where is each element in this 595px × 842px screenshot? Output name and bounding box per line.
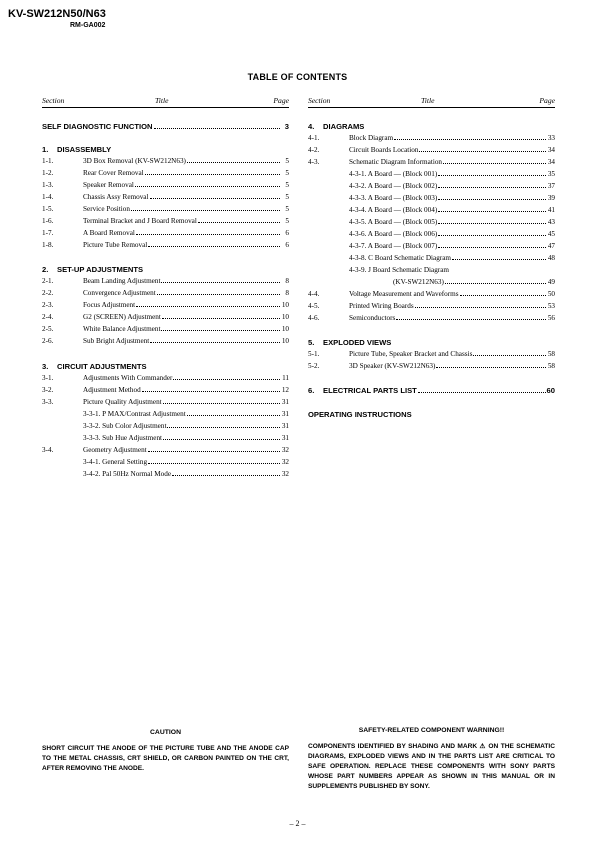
item-number: 1-7. xyxy=(42,229,54,237)
item-title: Picture Tube, Speaker Bracket and Chassis xyxy=(349,350,473,358)
caution-text: SHORT CIRCUIT THE ANODE OF THE PICTURE TUBE AND THE ANODE CAP TO THE METAL CHASSIS, CRT SHIELD, OR CARBON PAINTED ON THE CRT, AFTER REMOVING THE ANODE. xyxy=(42,745,289,772)
leader-dots xyxy=(418,392,546,393)
page-ref: 47 xyxy=(547,242,555,250)
page-ref: 60 xyxy=(546,386,555,395)
item-title: Rear Cover Removal xyxy=(83,169,144,177)
item-number: 4-3. xyxy=(308,158,320,166)
toc-entry xyxy=(308,230,555,240)
leader-dots xyxy=(148,451,280,452)
toc-entry xyxy=(42,470,289,480)
leader-dots xyxy=(438,235,546,236)
model-number: KV-SW212N50/N63 xyxy=(8,8,106,20)
section-number: 1. xyxy=(42,145,49,154)
toc-entry xyxy=(308,410,555,420)
item-title: Adjustments With Commander xyxy=(83,374,173,382)
toc-entry xyxy=(42,325,289,335)
item-title: Picture Quality Adjustment xyxy=(83,398,162,406)
page-ref: 31 xyxy=(281,434,289,442)
leader-dots xyxy=(438,247,546,248)
leader-dots xyxy=(443,163,546,164)
item-number: 5-1. xyxy=(308,350,320,358)
leader-dots xyxy=(415,307,546,308)
toc-entry xyxy=(42,265,289,275)
item-title: 4-3-4. A Board — (Block 004) xyxy=(349,206,438,214)
leader-dots xyxy=(452,259,546,260)
caution-notice xyxy=(42,729,289,774)
item-number: 3-3. xyxy=(42,398,54,406)
page-ref: 50 xyxy=(547,290,555,298)
page-ref: 35 xyxy=(547,170,555,178)
page-ref: 3 xyxy=(284,122,289,131)
item-title: Voltage Measurement and Waveforms xyxy=(349,290,459,298)
toc-entry xyxy=(42,410,289,420)
leader-dots xyxy=(150,198,281,199)
toc-entry xyxy=(308,278,555,288)
item-number: 1-8. xyxy=(42,241,54,249)
toc-entry xyxy=(42,313,289,323)
toc-entry xyxy=(42,434,289,444)
toc-entry xyxy=(308,386,555,396)
page-ref: 5 xyxy=(285,169,289,177)
page-ref: 10 xyxy=(281,337,289,345)
item-number: 4-1. xyxy=(308,134,320,142)
toc-entry xyxy=(308,158,555,168)
toc-entry xyxy=(42,458,289,468)
page-ref: 41 xyxy=(547,206,555,214)
item-title: Circuit Boards Location xyxy=(349,146,419,154)
page-ref: 45 xyxy=(547,230,555,238)
toc-entry xyxy=(308,170,555,180)
column-header xyxy=(42,96,289,108)
item-number: 1-6. xyxy=(42,217,54,225)
leader-dots xyxy=(172,475,280,476)
safety-heading: SAFETY-RELATED COMPONENT WARNING!! xyxy=(358,727,505,734)
item-number: 4-4. xyxy=(308,290,320,298)
page-ref: 5 xyxy=(285,193,289,201)
item-number: 3-1. xyxy=(42,374,54,382)
toc-entry xyxy=(42,157,289,167)
page-ref: 31 xyxy=(281,410,289,418)
toc-entry xyxy=(42,422,289,432)
item-title: 4-3-3. A Board — (Block 003) xyxy=(349,194,438,202)
leader-dots xyxy=(148,463,280,464)
leader-dots xyxy=(167,427,280,428)
leader-dots xyxy=(445,283,546,284)
toc-entry xyxy=(308,242,555,252)
leader-dots xyxy=(438,199,546,200)
toc-entry xyxy=(42,122,289,132)
leader-dots xyxy=(460,295,546,296)
remote-model: RM-GA002 xyxy=(70,22,106,29)
toc-entry xyxy=(308,290,555,300)
leader-dots xyxy=(154,128,280,129)
leader-dots xyxy=(145,174,280,175)
leader-dots xyxy=(157,294,280,295)
page-ref: 53 xyxy=(547,302,555,310)
item-title: White Balance Adjustment xyxy=(83,325,161,333)
page-ref: 5 xyxy=(285,217,289,225)
leader-dots xyxy=(161,282,280,283)
leader-dots xyxy=(438,211,546,212)
leader-dots xyxy=(198,222,280,223)
page-ref: 48 xyxy=(547,254,555,262)
page-ref: 10 xyxy=(281,313,289,321)
item-title: 4-3-1. A Board — (Block 001) xyxy=(349,170,438,178)
page-ref: 8 xyxy=(285,277,289,285)
page-ref: 10 xyxy=(281,325,289,333)
toc-entry xyxy=(308,350,555,360)
item-title: Picture Tube Removal xyxy=(83,241,148,249)
item-title: 3D Speaker (KV-SW212N63) xyxy=(349,362,436,370)
item-number: 2-3. xyxy=(42,301,54,309)
leader-dots xyxy=(419,151,546,152)
item-title: 4-3-9. J Board Schematic Diagram xyxy=(349,266,449,274)
page-ref: 10 xyxy=(281,301,289,309)
section-title: SET-UP ADJUSTMENTS xyxy=(57,265,144,274)
page-ref: 32 xyxy=(281,458,289,466)
toc-entry xyxy=(308,206,555,216)
section-number: 5. xyxy=(308,338,315,347)
safety-warning xyxy=(308,727,555,792)
item-number: 4-5. xyxy=(308,302,320,310)
leader-dots xyxy=(136,306,280,307)
item-number: 4-2. xyxy=(308,146,320,154)
section-number: 2. xyxy=(42,265,49,274)
item-number: 1-5. xyxy=(42,205,54,213)
page-ref: 31 xyxy=(281,398,289,406)
toc-entry xyxy=(42,362,289,372)
page-ref: 32 xyxy=(281,446,289,454)
leader-dots xyxy=(396,319,546,320)
page-ref: 37 xyxy=(547,182,555,190)
item-title: A Board Removal xyxy=(83,229,135,237)
leader-dots xyxy=(173,379,280,380)
toc-entry xyxy=(308,146,555,156)
item-title: 3-4-2. Pal 50Hz Normal Mode xyxy=(83,470,172,478)
leader-dots xyxy=(135,186,280,187)
toc-entry xyxy=(42,277,289,287)
page-ref: 6 xyxy=(285,241,289,249)
page-ref: 8 xyxy=(285,289,289,297)
page-ref: 58 xyxy=(547,362,555,370)
leader-dots xyxy=(436,367,546,368)
toc-entry xyxy=(42,193,289,203)
page-ref: 43 xyxy=(547,218,555,226)
toc-title: TABLE OF CONTENTS xyxy=(247,72,348,82)
leader-dots xyxy=(187,415,280,416)
leader-dots xyxy=(131,210,280,211)
item-number: 1-3. xyxy=(42,181,54,189)
toc-entry xyxy=(308,266,555,276)
item-title: 3-3-3. Sub Hue Adjustment xyxy=(83,434,163,442)
item-number: 1-2. xyxy=(42,169,54,177)
toc-entry xyxy=(42,181,289,191)
title-header: Title xyxy=(421,96,435,105)
leader-dots xyxy=(187,162,280,163)
toc-entry xyxy=(308,134,555,144)
leader-dots xyxy=(162,318,280,319)
caution-heading: CAUTION xyxy=(150,729,181,736)
toc-entry xyxy=(308,218,555,228)
item-title: 4-3-8. C Board Schematic Diagram xyxy=(349,254,451,262)
leader-dots xyxy=(136,234,280,235)
item-title: 3-3-1. P MAX/Contrast Adjustment xyxy=(83,410,186,418)
item-number: 3-4. xyxy=(42,446,54,454)
item-number: 2-5. xyxy=(42,325,54,333)
leader-dots xyxy=(161,330,280,331)
section-title: SELF DIAGNOSTIC FUNCTION xyxy=(42,122,153,131)
page-header: Page xyxy=(539,96,555,105)
item-number: 5-2. xyxy=(308,362,320,370)
item-title: Speaker Removal xyxy=(83,181,134,189)
toc-entry xyxy=(42,398,289,408)
toc-left-column xyxy=(42,96,289,478)
page-ref: 6 xyxy=(285,229,289,237)
section-number: 3. xyxy=(42,362,49,371)
section-title: CIRCUIT ADJUSTMENTS xyxy=(57,362,147,371)
toc-entry xyxy=(308,182,555,192)
item-title: Chassis Assy Removal xyxy=(83,193,149,201)
item-title: (KV-SW212N63) xyxy=(393,278,444,286)
leader-dots xyxy=(163,439,280,440)
item-title: Beam Landing Adjustment xyxy=(83,277,161,285)
toc-entry xyxy=(308,254,555,264)
toc-entry xyxy=(308,194,555,204)
toc-right-column xyxy=(308,96,555,419)
toc-entry xyxy=(42,229,289,239)
leader-dots xyxy=(473,355,546,356)
leader-dots xyxy=(394,139,546,140)
leader-dots xyxy=(438,223,546,224)
page-ref: 34 xyxy=(547,146,555,154)
page-ref: 11 xyxy=(282,374,289,382)
section-header: Section xyxy=(308,96,331,105)
safety-text: COMPONENTS IDENTIFIED BY SHADING AND MARK ⚠ ON THE SCHEMATIC DIAGRAMS, EXPLODED VIEWS AND IN THE PARTS LIST ARE CRITICAL TO SAFE OPERATION. REPLACE THESE COMPONENTS WITH SONY PARTS WHOSE PART NUMBERS APPEAR AS SHOWN IN THIS MANUAL OR IN SUPPLEMENTS PUBLISHED BY SONY. xyxy=(308,743,555,790)
section-header: Section xyxy=(42,96,65,105)
page-ref: 33 xyxy=(547,134,555,142)
section-title: DIAGRAMS xyxy=(323,122,365,131)
leader-dots xyxy=(438,187,546,188)
item-title: 3D Box Removal (KV-SW212N63) xyxy=(83,157,186,165)
item-title: 4-3-6. A Board — (Block 006) xyxy=(349,230,438,238)
toc-entry xyxy=(42,241,289,251)
leader-dots xyxy=(148,246,280,247)
page-ref: 31 xyxy=(281,422,289,430)
toc-entry xyxy=(42,301,289,311)
item-number: 2-2. xyxy=(42,289,54,297)
toc-entry xyxy=(42,337,289,347)
item-title: Terminal Bracket and J Board Removal xyxy=(83,217,197,225)
page-ref: 12 xyxy=(281,386,289,394)
item-number: 1-4. xyxy=(42,193,54,201)
page-ref: 5 xyxy=(285,205,289,213)
item-number: 2-6. xyxy=(42,337,54,345)
section-title: ELECTRICAL PARTS LIST xyxy=(323,386,417,395)
item-number: 2-1. xyxy=(42,277,54,285)
leader-dots xyxy=(150,342,280,343)
item-title: Sub Bright Adjustment xyxy=(83,337,150,345)
toc-entry xyxy=(42,446,289,456)
toc-entry xyxy=(308,338,555,348)
leader-dots xyxy=(163,403,280,404)
item-title: 4-3-7. A Board — (Block 007) xyxy=(349,242,438,250)
page-ref: 58 xyxy=(547,350,555,358)
toc-entry xyxy=(42,386,289,396)
toc-entry xyxy=(308,314,555,324)
toc-entry xyxy=(42,145,289,155)
item-title: Adjustment Method xyxy=(83,386,141,394)
toc-entry xyxy=(42,374,289,384)
toc-entry xyxy=(308,302,555,312)
page-ref: 5 xyxy=(285,157,289,165)
toc-entry xyxy=(42,217,289,227)
leader-dots xyxy=(142,391,280,392)
item-title: Schematic Diagram Information xyxy=(349,158,443,166)
item-title: 4-3-2. A Board — (Block 002) xyxy=(349,182,438,190)
item-title: 4-3-5. A Board — (Block 005) xyxy=(349,218,438,226)
item-title: Geometry Adjustment xyxy=(83,446,147,454)
column-header xyxy=(308,96,555,108)
section-number: 4. xyxy=(308,122,315,131)
toc-entry xyxy=(42,289,289,299)
item-title: 3-4-1. General Setting xyxy=(83,458,148,466)
toc-entry xyxy=(42,205,289,215)
page-ref: 34 xyxy=(547,158,555,166)
page-ref: 56 xyxy=(547,314,555,322)
item-title: Semiconductors xyxy=(349,314,396,322)
item-title: Convergence Adjustment xyxy=(83,289,156,297)
item-title: G2 (SCREEN) Adjustment xyxy=(83,313,161,321)
section-title: OPERATING INSTRUCTIONS xyxy=(308,410,412,419)
page-ref: 39 xyxy=(547,194,555,202)
item-number: 2-4. xyxy=(42,313,54,321)
toc-entry xyxy=(42,169,289,179)
leader-dots xyxy=(438,175,546,176)
section-number: 6. xyxy=(308,386,315,395)
item-number: 3-2. xyxy=(42,386,54,394)
page-header: Page xyxy=(273,96,289,105)
item-number: 4-6. xyxy=(308,314,320,322)
section-title: DISASSEMBLY xyxy=(57,145,112,154)
toc-entry xyxy=(308,362,555,372)
page-ref: 32 xyxy=(281,470,289,478)
page-ref: 5 xyxy=(285,181,289,189)
item-title: Block Diagram xyxy=(349,134,394,142)
page-ref: 49 xyxy=(547,278,555,286)
section-title: EXPLODED VIEWS xyxy=(323,338,392,347)
item-number: 1-1. xyxy=(42,157,54,165)
item-title: 3-3-2. Sub Color Adjustment xyxy=(83,422,167,430)
toc-entry xyxy=(308,122,555,132)
title-header: Title xyxy=(155,96,169,105)
page-number: – 2 – xyxy=(289,819,306,828)
item-title: Printed Wiring Boards xyxy=(349,302,414,310)
item-title: Service Position xyxy=(83,205,130,213)
item-title: Focus Adjustment xyxy=(83,301,136,309)
